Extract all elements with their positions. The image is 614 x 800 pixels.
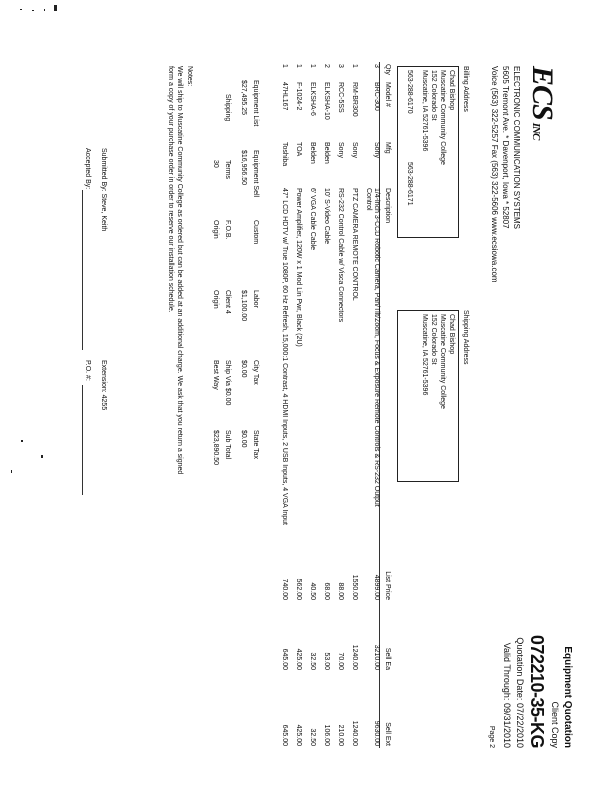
cell-desc: 6' VGA Cable Cable <box>309 188 316 251</box>
ship-via-extra: Origin <box>212 290 219 309</box>
equipment-sell-label: Equipment Sell <box>252 150 259 198</box>
cell-mfg: TOA <box>295 142 302 157</box>
cell-mfg: Sony <box>351 142 358 158</box>
cell-qty: 3 <box>373 64 380 68</box>
cell-model: ELKSHA-6 <box>309 82 316 116</box>
company-address: 5605 Tremont Ave. * Davenport, Iowa * 52807 <box>501 66 510 229</box>
quote-number: 072210-35-KG <box>527 634 547 748</box>
state-tax-label: State Tax <box>252 430 259 460</box>
shipping-line: Muscatine Community College <box>439 314 446 409</box>
city-tax-label: City Tax <box>252 360 259 385</box>
submitted-by: Submitted By: Steve, Keith <box>100 148 107 232</box>
page-number: Page 2 <box>488 725 495 748</box>
ship-via-value: Best Way <box>212 360 219 390</box>
notes-line: form a copy of your purchase order in order to reserve our installation schedule. <box>167 66 174 313</box>
table-row <box>266 62 288 748</box>
cell-mfg: Belden <box>309 142 316 164</box>
fob-label: F.O.B. <box>224 220 231 240</box>
table-header-row <box>380 62 391 748</box>
cell-model: RM-BR300 <box>351 82 358 117</box>
cell-ext: 425.00 <box>295 724 302 746</box>
po-label: P.O. #: <box>84 360 91 381</box>
grand-total-value: $23,890.50 <box>212 430 219 466</box>
cell-qty: 1 <box>295 64 302 68</box>
company-name: ELECTRONIC COMMUNICATION SYSTEMS <box>512 66 521 229</box>
shipping-line: 152 Colorado St <box>430 314 437 365</box>
cell-desc: RS-232 Control Cable w/ Visca Connectors <box>337 188 344 323</box>
cell-mfg: Belden <box>323 142 330 164</box>
speck <box>44 9 45 11</box>
billing-phone: 563-288-6170 <box>406 70 413 114</box>
terms-label: Terms <box>224 160 231 180</box>
speck <box>32 10 34 11</box>
shipping-total-label: Shipping <box>224 94 231 122</box>
cell-sell: 3210.00 <box>373 644 380 670</box>
table-row <box>358 62 380 748</box>
col-header: Sell Ext <box>384 722 391 746</box>
cell-list: 68.00 <box>323 582 330 600</box>
state-tax-value: $0.00 <box>240 430 247 448</box>
col-header: Model # <box>384 82 391 107</box>
equipment-list-value: $27,495.25 <box>240 80 247 116</box>
billing-line: Muscatine Community College <box>439 70 446 165</box>
cell-list: 4899.00 <box>373 574 380 600</box>
line-items-table <box>266 62 391 748</box>
sub-total-label: Sub Total <box>224 430 231 460</box>
cell-list: 562.00 <box>295 578 302 600</box>
table-row <box>344 62 358 748</box>
speck <box>21 440 23 442</box>
shipping-line: Chad Bishop <box>448 314 455 355</box>
doc-type: Equipment Quotation <box>562 646 573 748</box>
billing-line: Muscatine, IA 52761-5396 <box>421 70 428 152</box>
company-logo: ECSINC <box>526 66 559 140</box>
cell-ext: 106.00 <box>323 724 330 746</box>
shipping-box <box>397 310 459 482</box>
billing-line: Chad Bishop <box>448 70 455 111</box>
equipment-list-label: Equipment List <box>252 80 259 127</box>
po-line[interactable] <box>82 385 83 495</box>
speck <box>11 470 12 473</box>
extension: Extension: 4255 <box>100 360 107 411</box>
col-header: Qty <box>384 64 391 75</box>
cell-qty: 2 <box>323 64 330 68</box>
col-header: List Price <box>384 571 391 600</box>
billing-line: 152 Colorado St <box>430 70 437 121</box>
table-row <box>330 62 344 748</box>
accepted-by-label: Accepted By: <box>84 148 91 190</box>
col-header: Mfg <box>384 142 391 154</box>
company-phones: Voice (563) 322-5257 Fax (563) 322-5606 www.ecsiowa.com <box>490 66 499 283</box>
cell-mfg: Sony <box>373 142 380 158</box>
rotated-document <box>37 60 577 760</box>
cell-sell: 53.00 <box>323 652 330 670</box>
cell-qty: 3 <box>337 64 344 68</box>
cell-ext: 210.00 <box>337 724 344 746</box>
cell-sell: 32.50 <box>309 652 316 670</box>
col-header: Description <box>384 188 391 224</box>
custom-label: Custom <box>252 220 259 245</box>
table-row <box>302 62 316 748</box>
cell-mfg: Sony <box>337 142 344 158</box>
cell-qty: 1 <box>309 64 316 68</box>
cell-ext: 32.50 <box>309 728 316 746</box>
cell-model: ELKSHA-10 <box>323 82 330 120</box>
billing-box <box>397 66 459 238</box>
shipping-line: Muscatine, IA 52761-5396 <box>421 314 428 396</box>
cell-model: RCC-5SS <box>337 82 344 113</box>
accepted-by-line[interactable] <box>82 190 83 350</box>
speck <box>54 5 57 11</box>
cell-list: 1550.00 <box>351 574 358 600</box>
cell-sell: 645.00 <box>281 648 288 670</box>
equipment-sell-value: $16,956.50 <box>240 150 247 186</box>
cell-qty: 1 <box>351 64 358 68</box>
billing-label: Billing Address <box>462 66 469 112</box>
labor-label: Labor <box>252 290 259 308</box>
fob-value: Origin <box>212 220 219 239</box>
cell-model: F-1024-2 <box>295 82 302 111</box>
cell-qty: 1 <box>281 64 288 68</box>
table-row <box>288 62 302 748</box>
terms-value: 30 <box>212 160 219 168</box>
cell-desc: Power Amplifier, 120W x 1 Mod Lin Pwr, Black (2U) <box>295 188 302 347</box>
cell-sell: 1240.00 <box>351 644 358 670</box>
col-header: Sell Ea <box>384 647 391 670</box>
cell-desc: 47" LCD HDTV w/ True 1080P, 60 Hz Refresh, 15,000:1 Contrast, 4 HDMI Inputs, 2 USB Inputs, 4 VGA Input <box>281 188 288 525</box>
cell-ext: 645.00 <box>281 724 288 746</box>
cell-desc: PTZ CAMERA REMOTE CONTROL <box>351 188 358 301</box>
billing-fax: 563-288-6171 <box>406 162 413 206</box>
notes-label: Notes: <box>186 66 193 87</box>
cell-sell: 425.00 <box>295 648 302 670</box>
shipping-label: Shipping Address <box>462 310 469 365</box>
ship-via-label: Client 4 <box>224 290 231 314</box>
speck <box>20 9 22 10</box>
cell-list: 88.00 <box>337 582 344 600</box>
cell-list: 40.50 <box>309 582 316 600</box>
cell-list: 740.00 <box>281 578 288 600</box>
copy-type: Client Copy <box>550 701 560 748</box>
cell-model: 47HL167 <box>281 82 288 111</box>
valid-through: Valid Through: 09/31/2010 <box>502 642 512 748</box>
cell-mfg: Toshiba <box>281 142 288 167</box>
labor-value: $1,100.00 <box>240 290 247 322</box>
notes-line: We will ship to Muscatine Community College as ordered but can be added at an additional charge. We ask that you return a signed <box>176 66 183 475</box>
quotation-date: Quotation Date: 07/22/2010 <box>515 637 525 748</box>
cell-model: BRC-300 <box>373 82 380 111</box>
cell-desc: 1/4-inch 3-CCD Robotic Camera, Pan/Tilt/Zoom, Focus & Exposure Remote Controls & RS-232 Output Control <box>365 188 380 507</box>
table-row <box>316 62 330 748</box>
cell-sell: 70.00 <box>337 652 344 670</box>
city-tax-value: $0.00 <box>240 360 247 378</box>
ship-via-amount: Ship Via $0.00 <box>224 360 231 406</box>
cell-ext: 1240.00 <box>351 720 358 746</box>
cell-ext: 9630.00 <box>373 720 380 746</box>
cell-desc: 10' S-Video Cable <box>323 188 330 245</box>
